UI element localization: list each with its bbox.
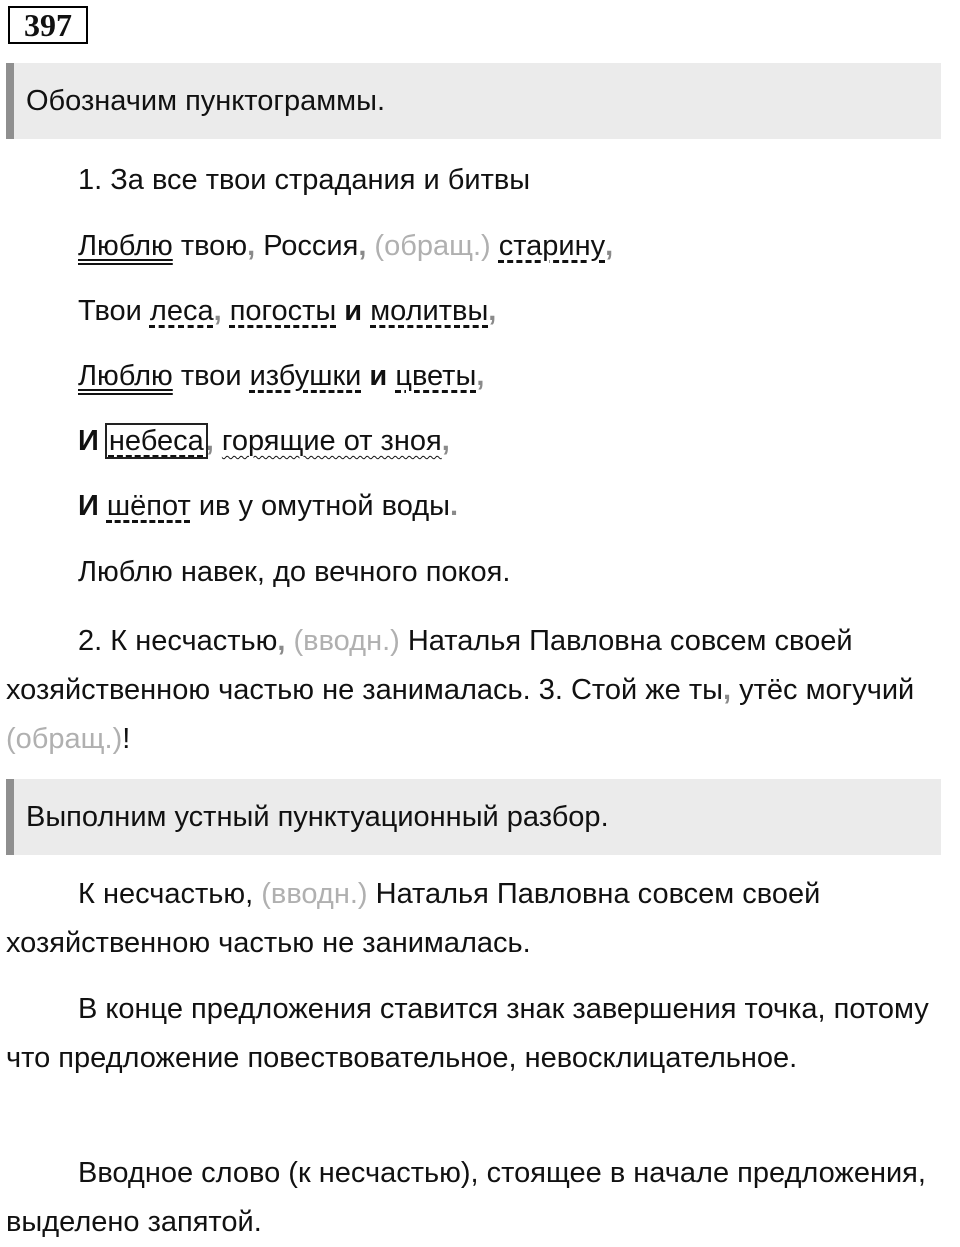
punctuation-mark: , xyxy=(358,230,367,262)
poem-line-3 xyxy=(78,291,496,331)
punctuation-mark: , xyxy=(277,625,286,657)
predicate: Люблю xyxy=(78,360,173,392)
object: старину xyxy=(498,230,606,262)
paragraph-introductory-word: Вводное слово (к несчастью), стоящее в начале предложения, выделено запятой. xyxy=(6,1157,926,1238)
poem-line-1: 1. За все твои страдания и битвы xyxy=(78,164,531,196)
note-introductory: (вводн.) xyxy=(285,625,408,657)
object: избушки xyxy=(249,360,362,392)
poem-line-4 xyxy=(78,356,484,396)
note-introductory: (вводн.) xyxy=(261,878,368,910)
defined-word: небеса xyxy=(108,425,204,457)
object: леса xyxy=(149,295,214,327)
text: ! xyxy=(122,723,131,755)
object: погосты xyxy=(229,295,337,327)
punctuation-mark: , xyxy=(723,674,732,706)
object: молитвы xyxy=(370,295,489,327)
text: твои xyxy=(172,360,250,392)
text: Россия xyxy=(255,230,359,262)
text: 2. К несчастью xyxy=(78,625,278,657)
punctuation-mark: , xyxy=(488,295,497,327)
text: Наталья Павловна совсем своей хозяйственною частью не занималась. 3. Стой же ты xyxy=(6,625,853,706)
text: Наталья Павловна совсем своей хозяйственною частью не занималась. xyxy=(6,878,821,959)
punctuation-mark: , xyxy=(205,425,214,457)
text: утёс могучий xyxy=(731,674,915,706)
text: твою xyxy=(172,230,248,262)
paragraph-end-mark: В конце предложения ставится знак завершения точка, потому что предложение повествовательное, невосклицательное. xyxy=(6,993,929,1074)
poem-line-7: Люблю навек, до вечного покоя. xyxy=(78,556,511,588)
section-heading-punctograms: Обозначим пунктограммы. xyxy=(6,63,941,139)
poem-line-6 xyxy=(78,486,458,526)
text xyxy=(222,295,230,327)
predicate: Люблю xyxy=(78,230,173,262)
text: К несчастью, xyxy=(78,878,262,910)
section-heading-analysis: Выполним устный пунктуационный разбор. xyxy=(6,779,941,855)
punctuation-mark: , xyxy=(213,295,222,327)
conjunction: И xyxy=(78,490,107,522)
participial-phrase: горящие от зноя xyxy=(221,425,442,457)
note-address: (обращ.) xyxy=(6,723,123,755)
conjunction: И xyxy=(78,425,107,457)
punctuation-mark: . xyxy=(449,490,459,522)
punctuation-mark: , xyxy=(605,230,614,262)
poem-line-2 xyxy=(78,226,613,266)
conjunction: и xyxy=(361,360,396,392)
text: Твои xyxy=(78,295,150,327)
poem-line-5 xyxy=(78,421,450,461)
object: цветы xyxy=(395,360,477,392)
punctuation-mark: , xyxy=(247,230,256,262)
note-address: (обращ.) xyxy=(366,230,499,262)
exercise-number: 397 xyxy=(8,6,88,44)
text xyxy=(214,425,222,457)
paragraph-examples-2-3 xyxy=(6,617,956,764)
punctuation-mark: , xyxy=(476,360,485,392)
object: шёпот xyxy=(106,490,191,522)
conjunction: и xyxy=(336,295,371,327)
punctuation-mark: , xyxy=(441,425,450,457)
paragraph-analysis-sentence xyxy=(6,870,956,968)
text: ив у омутной воды xyxy=(190,490,450,522)
